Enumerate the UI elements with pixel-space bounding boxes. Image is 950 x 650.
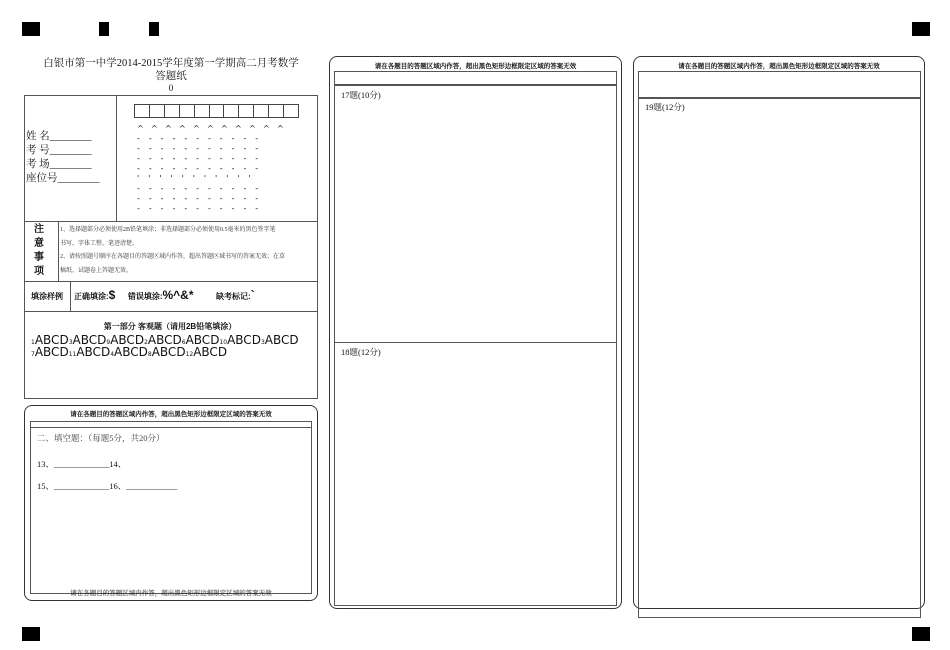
fill-blank-footer-warning: 请在各题目的答题区域内作答，超出黑色矩形边框限定区域的答案无效: [70, 590, 272, 597]
q-number: 9: [106, 339, 111, 346]
objective-title: 第一部分 客观题（请用2B铅笔填涂）: [103, 322, 237, 331]
q-options[interactable]: ABCD: [114, 345, 148, 359]
id-box[interactable]: [164, 104, 179, 118]
student-info-fields: [26, 130, 100, 186]
q-number: 4: [110, 351, 115, 358]
q-options[interactable]: ABCD: [193, 345, 228, 359]
name-field[interactable]: 姓 名________: [26, 131, 92, 142]
id-bubble-grid[interactable]: [137, 124, 299, 214]
notes-label-char: 意: [34, 238, 44, 249]
seat-number-field[interactable]: 座位号________: [26, 173, 100, 184]
wrong-fill-symbols: %^&*: [162, 288, 194, 302]
notes-label: [34, 223, 44, 279]
bubble-row[interactable]: - - - - - - - - - - -: [137, 154, 262, 163]
q-number: 2: [144, 339, 148, 346]
q-number: 6: [181, 339, 186, 346]
bubble-row[interactable]: ^^^^^^^^^^^: [137, 124, 292, 133]
q-options[interactable]: ABCD: [151, 345, 186, 359]
notes-text: [60, 224, 316, 278]
fill-blank-answer-area[interactable]: [30, 421, 312, 594]
bubble-row[interactable]: ' ' ' ' ' ' ' ' ' ' ': [137, 174, 254, 183]
fill-blank-warning: 请在各题目的答题区域内作答，超出黑色矩形边框限定区域的答案无效: [70, 411, 272, 418]
bubble-row[interactable]: - - - - - - - - - - -: [137, 204, 262, 213]
q-number: 11: [68, 351, 77, 358]
info-divider: [116, 95, 117, 221]
notes-line: 2、请按照题号顺序在各题目的答题区域内作答，超出答题区域书写的答案无效；在草: [60, 254, 286, 260]
q-options[interactable]: ABCD: [110, 333, 145, 347]
q18-answer-area[interactable]: [334, 342, 617, 606]
correct-fill-symbol: $: [108, 288, 116, 302]
q-options[interactable]: ABCD: [147, 333, 182, 347]
alignment-mark-top-left: [22, 22, 40, 36]
id-number-boxes[interactable]: [134, 104, 299, 118]
notes-line: 1、选择题部分必须使用2B铅笔填涂；非选择题部分必须使用0.5毫米的黑色签字笔: [60, 227, 276, 233]
q18-label: 18题(12分): [341, 347, 381, 357]
notes-label-char: 注: [34, 224, 44, 235]
id-box[interactable]: [268, 104, 283, 118]
bubble-row[interactable]: - - - - - - - - - - -: [137, 134, 262, 143]
middle-warning: 请在各题目的答题区域内作答，超出黑色矩形边框限定区域的答案无效: [374, 63, 577, 70]
q-options[interactable]: ABCD: [34, 345, 69, 359]
notes-divider: [58, 221, 59, 281]
q17-label: 17题(10分): [341, 90, 381, 100]
q17-answer-area[interactable]: [334, 84, 617, 343]
exam-room-field[interactable]: 考 场________: [26, 159, 92, 170]
alignment-mark-top-left-2: [99, 22, 109, 36]
alignment-mark-top-left-3: [149, 22, 159, 36]
id-box[interactable]: [179, 104, 194, 118]
exam-number-field[interactable]: 考 号________: [26, 145, 92, 156]
absent-mark-label: 缺考标记:: [215, 292, 251, 301]
fill-blank-line-1[interactable]: 13、_____________14、: [37, 459, 127, 469]
q-options[interactable]: ABCD: [72, 333, 107, 347]
q-number: 7: [31, 351, 35, 358]
bubble-row[interactable]: - - - - - - - - - - -: [137, 164, 262, 173]
id-box[interactable]: [253, 104, 268, 118]
alignment-mark-bottom-right: [912, 627, 930, 641]
bubble-row[interactable]: - - - - - - - - - - -: [137, 194, 262, 203]
notes-line: 稿纸、试题卷上答题无效。: [60, 267, 133, 274]
fill-sample-row: [74, 288, 255, 302]
q-number: 3: [68, 339, 73, 346]
id-box[interactable]: [149, 104, 164, 118]
sheet-title-line2: 答题纸: [155, 71, 187, 82]
bubble-row[interactable]: - - - - - - - - - - -: [137, 184, 262, 193]
notes-line: 书写，字体工整、笔迹清楚。: [60, 240, 139, 247]
notes-label-char: 事: [34, 252, 44, 263]
notes-label-char: 项: [34, 266, 44, 277]
q-options[interactable]: ABCD: [76, 345, 111, 359]
id-box[interactable]: [194, 104, 209, 118]
right-warning: 请在各题目的答题区域内作答，超出黑色矩形边框限定区域的答案无效: [678, 63, 880, 70]
sheet-title-zero: 0: [168, 83, 174, 93]
fill-sample-divider: [70, 281, 71, 311]
q-options[interactable]: ABCD: [185, 333, 220, 347]
alignment-mark-bottom-left: [22, 627, 40, 641]
id-box[interactable]: [283, 104, 299, 118]
absent-mark-box[interactable]: `: [250, 288, 255, 302]
id-box[interactable]: [134, 104, 149, 118]
fill-sample-label: 填涂样例: [31, 292, 63, 301]
correct-fill-label: 正确填涂:: [74, 292, 109, 301]
bubble-row[interactable]: - - - - - - - - - - -: [137, 144, 262, 153]
fill-blank-header-line: [30, 427, 311, 428]
q-number: 1: [31, 339, 35, 346]
wrong-fill-label: 错误填涂:: [127, 292, 163, 301]
q-options[interactable]: ABCD: [264, 333, 299, 347]
sheet-title-line1: 白银市第一中学2014-2015学年度第一学期高二月考数学: [43, 58, 299, 69]
right-header-bar: [638, 71, 921, 99]
sheet-title: [24, 57, 318, 93]
q19-answer-area[interactable]: [638, 97, 921, 618]
fill-blank-line-2[interactable]: 15、_____________16、____________: [37, 481, 178, 491]
q-options[interactable]: ABCD: [227, 333, 261, 347]
id-box[interactable]: [209, 104, 224, 118]
q19-label: 19题(12分): [645, 102, 685, 112]
q-options[interactable]: ABCD: [34, 333, 69, 347]
q-number: 10: [219, 339, 228, 346]
fill-blank-heading: 二、填空题：（每题5分，共20分）: [37, 433, 165, 443]
q-number: 12: [185, 351, 194, 358]
q-number: 3: [260, 339, 265, 346]
q-number: 8: [147, 351, 152, 358]
alignment-mark-top-right: [912, 22, 930, 36]
objective-answers-row2[interactable]: [31, 346, 227, 361]
id-box[interactable]: [223, 104, 238, 118]
id-box[interactable]: [238, 104, 253, 118]
